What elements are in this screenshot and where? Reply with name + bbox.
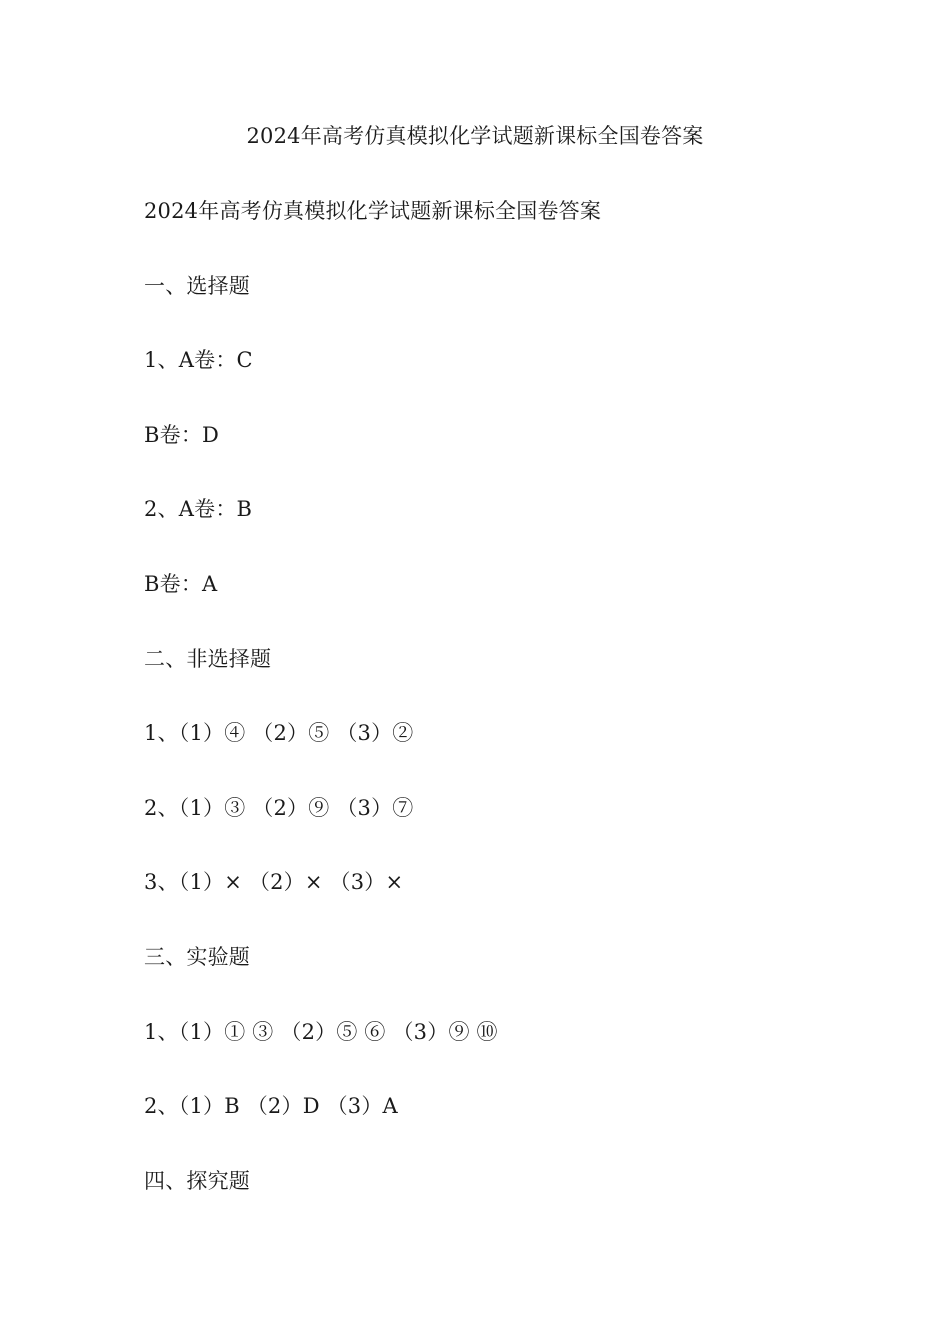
- section-heading-experiment: 三、实验题: [144, 944, 250, 969]
- repeated-title-line: 2024年高考仿真模拟化学试题新课标全国卷答案: [144, 199, 602, 223]
- answer-line: 2、A卷：B: [144, 497, 253, 522]
- answer-line: 3、（1）× （2）× （3）×: [144, 870, 404, 895]
- answer-line: 1、A卷：C: [144, 348, 253, 373]
- document-body: [144, 193, 864, 1237]
- answer-line: 2、（1）③ （2）⑨ （3）⑦: [144, 795, 414, 820]
- document-title: 2024年高考仿真模拟化学试题新课标全国卷答案: [246, 124, 704, 148]
- section-heading-choice: 一、选择题: [144, 273, 250, 298]
- section-heading-nonchoice: 二、非选择题: [144, 646, 272, 671]
- answer-line: 1、（1）① ③ （2）⑤ ⑥ （3）⑨ ⑩: [144, 1019, 498, 1044]
- answer-line: 1、（1）④ （2）⑤ （3）②: [144, 721, 414, 746]
- answer-line: B卷：A: [144, 571, 218, 596]
- section-heading-inquiry: 四、探究题: [144, 1168, 250, 1193]
- answer-line: B卷：D: [144, 422, 220, 447]
- answer-line: 2、（1）B （2）D （3）A: [144, 1094, 398, 1119]
